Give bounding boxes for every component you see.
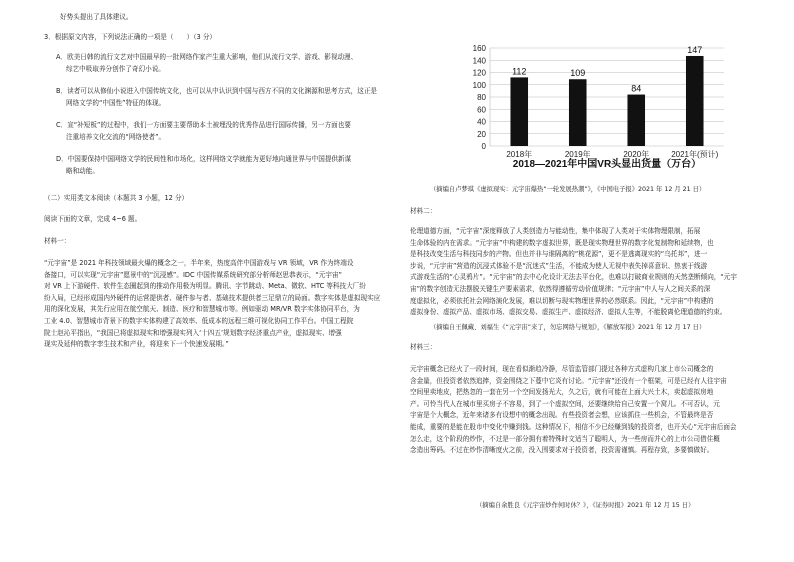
y-tick-label: 20 [477, 129, 486, 139]
x-tick-label: 2019年 [564, 150, 591, 159]
chart-title: 2018—2021年中国VR头显出货量（万台） [512, 159, 702, 170]
option-b-line1: B．读者可以从修仙小说进入中国传统文化，也可以从中认识到中国与西方不同的文化渊源和思考方式，这正是 [56, 87, 378, 95]
bar [569, 79, 587, 146]
option-b-line2: 网络文学的“中国性”特征的体现。 [66, 98, 166, 107]
material-1-line: “元宇宙”是 2021 年科技领域最火爆的概念之一，半年来，热度高伴中国游戏与 VR 领域，VR 作为终端设 [44, 259, 354, 267]
option-d-line2: 略和动能。 [66, 166, 99, 175]
bar [510, 77, 528, 146]
y-tick-label: 100 [472, 80, 486, 90]
bar [686, 56, 704, 146]
material-1-line: 院士赵沁平指出，“我国已将虚拟现实和增强现实列入‘十四五’规划数字经济重点产业，虚拟现实、增强 [44, 328, 342, 337]
material-2-caption: （摘编自王佩藏、刘福生《“元宇宙”来了，勿忘网络与规划》，《解放军报》2021 年 12 月 17 日） [430, 324, 706, 331]
continuation-line: 好势头提出了具体建议。 [60, 13, 133, 21]
y-tick-label: 80 [477, 93, 486, 102]
material-2-line: 步说，“元宇宙”营造的沉浸式体验不是“沉迷式”生活，不能成为使人无视中表失掉喜意识、热衷于线游 [410, 261, 708, 270]
x-tick-label: 2020年 [623, 150, 650, 159]
section-title: （二）实用类文本阅读（本题共 3 小题，12 分） [44, 194, 189, 202]
material-3-line: 空间里卖地皮，把热忽的一套在另一个空间发扬光大，久之后，就有可能在上面大兴土木，卖起虚拟房地 [410, 388, 714, 397]
chart-source-caption: （摘编自卢梦琪《虚拟现实：元宇宙爆热“一轮发展热潮”》，《中国电子报》2021 年 12 月 21 日） [430, 186, 706, 193]
material-2-line: 式游戏生活的“心灵鸦片”。“元宇宙”的去中心化设计无法去平台化，也难以打破商业规则的天然垄断倾向，“元宇 [410, 273, 737, 282]
x-tick-label: 2018年 [506, 150, 533, 159]
option-d [56, 154, 400, 177]
data-label: 84 [631, 83, 642, 94]
data-label: 147 [687, 44, 703, 55]
y-tick-label: 120 [472, 68, 486, 78]
material-3-line: 能成，重要的是能在股市中变化中赚到钱。这种情况下，相信不少已经赚到钱的投资者，也开关心“元宇宙后面会 [410, 422, 737, 431]
option-b [56, 86, 400, 109]
material-3-line: 产。可怜当代人在城市里买房子不容易，到了一个虚拟空间，还要继续给自己安置一个窝儿。不可否认，元 [410, 399, 720, 408]
instruction: 阅读下面的文章，完成 4~6 题。 [44, 215, 142, 223]
option-c-line2: 注重培养文化交流的“网络使者”。 [66, 132, 166, 141]
material-3-line: 宇宙是个大概念，近年来诸多有设想中的概念出现。有些投资者会想，应该抓住一些机会，不管最终是否 [410, 411, 714, 420]
y-tick-label: 60 [477, 105, 486, 115]
material-1-line: 纷入局，已经形成国内外硬件的运营提供者、硬件参与者、基础技术提供者三足鼎立的局面。数字实体是虚拟现实应 [44, 293, 381, 302]
material-3-line: 怎么走，这个阶段的炒作，不过是一部分拥有着特殊时文适当了聪明人，为一些房而并心的上市公司借住概 [410, 434, 720, 443]
material-2-body [410, 226, 762, 319]
material-3-label: 材料三： [410, 343, 437, 351]
material-3-line: 念造出筹码。不过在炒作清晰度火之前，没入围要求对于投资者，投资需谨慎。再程存致，多要慎做好。 [410, 446, 714, 455]
material-2-line: 度虚拟化，必须依托社会网络演化发展，难以切断与现实物理世界的必然联系。因此，“元宇宙”中构建的 [410, 296, 714, 305]
option-a-line1: A．欧美日韩的流行文艺对中国最早的一批网络作家产生重大影响，他们从流行文学、游戏、影视动漫、 [56, 53, 358, 61]
material-1-line: 对 VR 上下游硬件、软件生态圈起到的推动作用极为明显。腾讯、字节跳动、Meta、微软、HTC 等科技大厂纷 [44, 282, 366, 291]
x-tick-label: 2021年(预计) [671, 150, 719, 159]
material-2-line: 是科技改变生活与科技同步的产物。但也并非与谁隔离的“桃花源”，更不是逃离现实的“乌托邦”，进一 [410, 250, 708, 259]
y-tick-label: 0 [481, 142, 486, 151]
option-c [56, 120, 400, 143]
material-3-caption: （摘编自余胜良《元宇宙炒作何时休？》，《证券时报》2021 年 12 月 15 日） [476, 502, 695, 509]
material-1-body [44, 258, 400, 351]
material-1-line: 工业 4.0、智慧城市背景下的数字实体构建了高效率、低成本的远程三维可视化协同工作平台。中国工程院 [44, 316, 354, 325]
material-1-label: 材料一： [44, 237, 71, 245]
material-3-body [410, 364, 762, 457]
material-2-line: 生命体验的内在需求。“元宇宙”中构建的数字虚拟世界，既是现实物理世界的数字化复制物和延续物，也 [410, 238, 714, 247]
option-c-line1: C．宣“补短板”的过程中，我们一方面要主要帮助本土被埋没的优秀作品进行国际传播，另一方面也要 [56, 121, 351, 129]
option-d-line1: D．中国要保持中国网络文学的民间性和市场化，这样网络文学就能为更好地向通世界与中国提供新谋 [56, 155, 352, 163]
material-1-line: 备接口，可以实现“元宇宙”愿景中的“沉浸感”。IDC 中国传媒系统研究部分析师赵思恭表示，“元宇宙” [44, 270, 342, 279]
material-2-line: 虚拟身份、虚拟产品、虚拟市场、虚拟交易、虚拟生产、虚拟经济、虚拟人生等，不能脱离伦理道德的约束。 [410, 308, 727, 317]
vr-shipment-chart [462, 38, 732, 172]
question-3: 3．根据原文内容，下列说法正确的一项是（ ）（3 分） [44, 33, 217, 41]
data-label: 109 [570, 68, 586, 79]
material-3-line: 含金量，但投资者依然追捧，资金围绕之下蔓中它炎有讨论。“元宇宙”还没有一个框架，可是已经有人往宇宙 [410, 376, 727, 385]
material-2-line: 宙”的数字创造无法摆脱关键生产要素需求，依然得遵循劳动价值规律；“元宇宙”中人与人之间关系的深 [410, 284, 711, 293]
y-tick-label: 160 [472, 44, 486, 53]
bar-chart-svg [462, 38, 732, 172]
bar [627, 95, 645, 146]
material-3-line: 元宇宙概念已经火了一段时间，现在看似渐趋冷静，尽管监管部门提过各种方式虚构几家上市公司概念的 [410, 365, 714, 373]
option-a-line2: 综艺中吸取养分创作了奇幻小说。 [66, 64, 165, 73]
y-tick-label: 40 [477, 117, 486, 127]
material-2-label: 材料二： [410, 207, 437, 215]
data-label: 112 [512, 66, 527, 77]
y-tick-label: 140 [472, 56, 486, 66]
material-1-line: 用的深化发展，其先行应用在航空航天、制造、医疗和智慧城市等。例如驱动 MR/VR 数字实体协同平台，为 [44, 305, 360, 314]
material-1-line: 现实及延伸的数字孪生技术和产业，将迎来下一个快速发展期。” [44, 340, 229, 349]
option-a [56, 52, 400, 75]
material-2-line: 伦理道德方面，“元宇宙”深度释放了人类创造力与能动性，集中体现了人类对于实体物理限制，拓展 [410, 227, 701, 235]
